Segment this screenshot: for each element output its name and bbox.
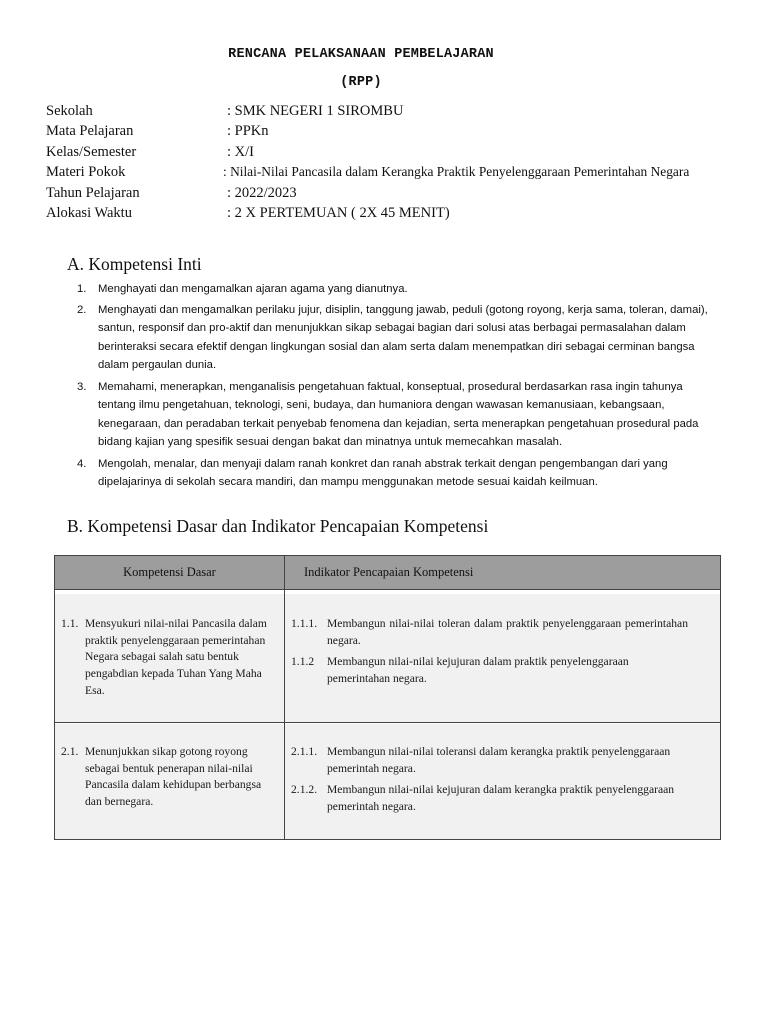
identity-value: : X/I <box>227 143 254 160</box>
list-item <box>71 301 723 375</box>
identity-value: : SMK NEGERI 1 SIROMBU <box>227 103 404 119</box>
identity-row-sekolah <box>46 101 746 121</box>
indicator-item <box>291 782 688 815</box>
table-row <box>55 724 721 840</box>
kd-number: 2.1. <box>61 745 79 758</box>
identity-label: Materi Pokok <box>46 164 126 181</box>
list-item-text: Memahami, menerapkan, menganalisis pengetahuan faktual, konseptual, prosedural berdasarkan rasa ingin tahunya tentang ilmu pengetahuan, teknologi, seni, budaya, dan humaniora dengan wawasan kemanusiaan, kebangsaan, kenegaraan, dan peradaban terkait penyebab fenomena dan kejadian, serta menerapkan pengetahuan prosedural pada bidang kajian yang spesifik sesuai dengan bakat dan minatnya untuk memecahkan masalah. <box>98 380 699 448</box>
section-heading-kompetensi-inti: A. Kompetensi Inti <box>67 254 202 274</box>
list-item-number: 1. <box>77 283 87 295</box>
indicator-text: Membangun nilai-nilai toleransi dalam kerangka praktik penyelenggaraan pemerintah negara. <box>327 745 671 775</box>
kd-cell <box>55 594 285 723</box>
kd-item <box>61 744 278 811</box>
document-subtitle: (RPP) <box>340 75 382 90</box>
indicator-number: 2.1.2. <box>291 783 318 797</box>
identity-label: Mata Pelajaran <box>46 123 134 140</box>
column-header-kompetensi-dasar: Kompetensi Dasar <box>55 556 285 590</box>
indicator-item <box>291 654 688 687</box>
indicator-number: 2.1.1. <box>291 745 318 758</box>
indicator-text: Membangun nilai-nilai kejujuran dalam praktik penyelenggaraan pemerintahan negara. <box>327 655 629 686</box>
identity-row-materi-pokok <box>46 162 746 182</box>
identity-block <box>46 101 746 223</box>
kd-cell <box>55 724 285 840</box>
indicator-number: 1.1.2 <box>291 655 315 669</box>
identity-label: Alokasi Waktu <box>46 204 132 221</box>
identity-value: : PPKn <box>227 123 269 140</box>
identity-row-tahun-pelajaran <box>46 183 746 203</box>
indicator-cell <box>285 724 721 840</box>
identity-value: : 2022/2023 <box>227 184 297 201</box>
identity-label: Sekolah <box>46 103 93 119</box>
section-heading-kompetensi-dasar: B. Kompetensi Dasar dan Indikator Pencapaian Kompetensi <box>67 516 489 536</box>
list-item-text: Mengolah, menalar, dan menyaji dalam ranah konkret dan ranah abstrak terkait dengan pengembangan dari yang dipelajarinya di sekolah secara mandiri, dan mampu menggunakan metode sesuai kaidah keilmuan. <box>98 457 668 488</box>
identity-value: : Nilai-Nilai Pancasila dalam Kerangka Praktik Penyelenggaraan Pemerintahan Negara <box>223 164 690 180</box>
list-item-text: Menghayati dan mengamalkan ajaran agama yang dianutnya. <box>98 283 408 295</box>
kd-number: 1.1. <box>61 617 79 630</box>
identity-label: Kelas/Semester <box>46 143 137 160</box>
identity-row-alokasi-waktu <box>46 203 746 223</box>
indicator-text: Membangun nilai-nilai kejujuran dalam kerangka praktik penyelenggaraan pemerintah negara. <box>327 783 675 814</box>
identity-row-kelas-semester <box>46 142 746 162</box>
document-title: RENCANA PELAKSANAAN PEMBELAJARAN <box>228 47 494 62</box>
list-item-number: 3. <box>77 380 87 393</box>
indicator-cell <box>285 594 721 723</box>
list-item-number: 2. <box>77 303 87 316</box>
table-row <box>55 594 721 723</box>
kd-item <box>61 616 278 700</box>
indicator-item <box>291 616 688 649</box>
kd-text: Menunjukkan sikap gotong royong sebagai bentuk penerapan nilai-nilai Pancasila dalam kehidupan berbangsa dan bernegara. <box>85 745 262 809</box>
kompetensi-inti-list <box>71 280 723 492</box>
kompetensi-dasar-table <box>54 555 721 840</box>
identity-value: : 2 X PERTEMUAN ( 2X 45 MENIT) <box>227 204 450 221</box>
identity-label: Tahun Pelajaran <box>46 184 140 201</box>
list-item <box>71 280 723 299</box>
column-header-indikator: Indikator Pencapaian Kompetensi <box>285 556 721 590</box>
list-item-text: Menghayati dan mengamalkan perilaku jujur, disiplin, tanggung jawab, peduli (gotong royong, kerja sama, toleran, damai), santun, responsif dan pro-aktif dan menunjukkan sikap sebagai bagian dari solusi atas berbagai permasalahan dalam berinteraksi secara efektif dengan lingkungan sosial dan alam serta dalam menempatkan diri sebagai cerminan bangsa dalam pergaulan dunia. <box>98 303 708 371</box>
indicator-item <box>291 744 688 777</box>
list-item <box>71 455 723 492</box>
list-item <box>71 378 723 452</box>
identity-row-mata-pelajaran <box>46 121 746 141</box>
indicator-number: 1.1.1. <box>291 617 318 630</box>
kd-text: Mensyukuri nilai-nilai Pancasila dalam praktik penyelenggaraan pemerintahan Negara sebagai salah satu bentuk pengabdian kepada Tuhan Yang Maha Esa. <box>85 617 267 697</box>
list-item-number: 4. <box>77 457 87 470</box>
table-header-row <box>55 556 721 590</box>
indicator-text: Membangun nilai-nilai toleran dalam praktik penyelenggaraan pemerintahan negara. <box>327 617 688 647</box>
